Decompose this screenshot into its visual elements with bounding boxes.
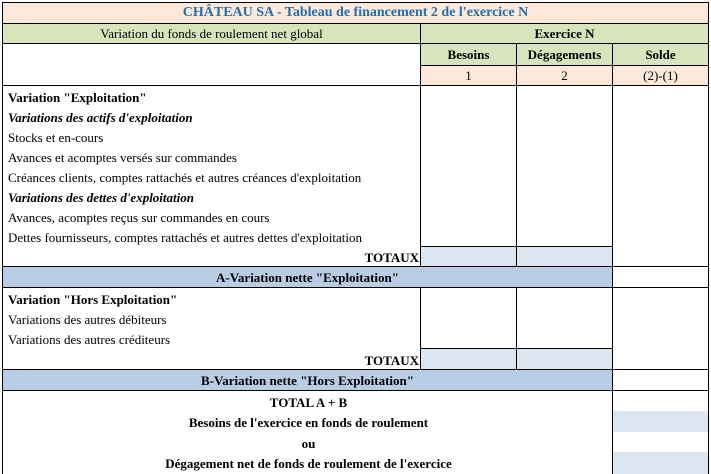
hors-exploitation-totaux-label: TOTAUX — [364, 352, 419, 368]
hors-exploitation-net-solde — [613, 370, 709, 391]
hors-exploitation-heading: Variation "Hors Exploitation" — [8, 292, 178, 307]
hors-exploitation-total-degagements — [517, 348, 613, 370]
col-solde-header: Solde — [613, 44, 709, 66]
col-degagements-header: Dégagements — [517, 44, 613, 66]
total-a-b-label: TOTAL A + B — [269, 394, 348, 410]
crediteurs-row-label: Variations des autres créditeurs — [8, 332, 171, 347]
stocks-row-label: Stocks et en-cours — [8, 130, 104, 145]
footer-label-area — [2, 391, 613, 474]
degagement-solde-cell — [613, 452, 709, 474]
hors-exploitation-degagements-cell — [517, 288, 613, 349]
dettes-fournisseurs-row-label: Dettes fournisseurs, comptes rattachés et autres dettes d'exploitation — [8, 230, 362, 245]
exploitation-solde-cell — [613, 86, 709, 267]
hors-exploitation-total-besoins — [421, 348, 517, 370]
besoins-fonds-roulement-label: Besoins de l'exercice en fonds de roulement — [188, 415, 429, 430]
exploitation-heading: Variation "Exploitation" — [8, 90, 147, 105]
col-solde-num: (2)-(1) — [613, 66, 709, 86]
hors-exploitation-besoins-cell — [421, 288, 517, 349]
exploitation-besoins-cell — [421, 86, 517, 247]
col-besoins-header: Besoins — [421, 44, 517, 66]
creances-row-label: Créances clients, comptes rattachés et autres créances d'exploitation — [8, 170, 362, 185]
avances-versees-row-label: Avances et acomptes versés sur commandes — [8, 150, 237, 165]
total-a-b-solde — [613, 391, 709, 411]
exploitation-degagements-cell — [517, 86, 613, 247]
exploitation-net-solde — [613, 267, 709, 288]
col-degagements-num: 2 — [517, 66, 613, 86]
exploitation-label-area — [2, 86, 421, 267]
dettes-heading: Variations des dettes d'exploitation — [8, 190, 194, 205]
variation-label-header: Variation du fonds de roulement net global — [2, 24, 421, 44]
table-title: CHÂTEAU SA - Tableau de financement 2 de l'exercice N — [2, 2, 709, 24]
col-besoins-num: 1 — [421, 66, 517, 86]
ou-solde-cell — [613, 432, 709, 452]
hors-exploitation-net-row: B-Variation nette "Hors Exploitation" — [2, 370, 613, 391]
exploitation-total-besoins — [421, 246, 517, 267]
header-blank-cell — [2, 44, 421, 86]
exploitation-net-row: A-Variation nette "Exploitation" — [2, 267, 613, 288]
exploitation-totaux-label: TOTAUX — [364, 249, 419, 265]
besoins-solde-cell — [613, 411, 709, 432]
ou-label: ou — [301, 435, 316, 451]
degagement-fonds-roulement-label: Dégagement net de fonds de roulement de l'exercice — [165, 456, 452, 471]
debiteurs-row-label: Variations des autres débiteurs — [8, 312, 167, 327]
hors-exploitation-solde-cell — [613, 288, 709, 370]
actifs-heading: Variations des actifs d'exploitation — [8, 110, 193, 125]
avances-recues-row-label: Avances, acomptes reçus sur commandes en cours — [8, 210, 270, 225]
exploitation-total-degagements — [517, 246, 613, 267]
exercice-header: Exercice N — [421, 24, 709, 44]
